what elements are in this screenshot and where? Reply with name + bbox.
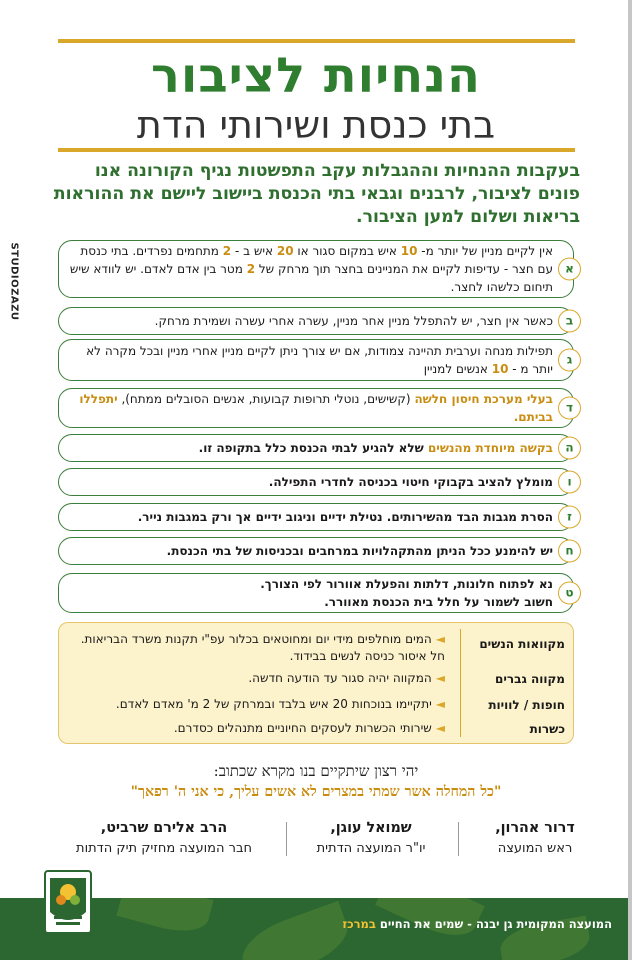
item-text-part: מטר בין אדם לאדם. יש לוודא שיש תיחום כלשהו לחצר. bbox=[69, 262, 553, 294]
item-letter-badge: ח bbox=[558, 540, 581, 563]
item-letter-badge: ט bbox=[558, 582, 581, 605]
item-text-line: חשוב לשמור על חלל בית הכנסת מאוורר. bbox=[324, 595, 553, 609]
info-row-label: חופות / לוויות bbox=[488, 698, 565, 712]
page-edge bbox=[628, 0, 632, 960]
services-info-box bbox=[58, 622, 574, 744]
item-text-part: (קשישים, נוטלי תרופות קבועות, אנשים הסובלים ממתח), bbox=[117, 392, 415, 406]
item-letter-badge: ז bbox=[558, 506, 581, 529]
signer-name: הרב אלירם שרביט, bbox=[100, 820, 228, 836]
page-title: הנחיות לציבור bbox=[151, 48, 481, 104]
guideline-item bbox=[58, 434, 574, 462]
info-row-text bbox=[75, 631, 445, 665]
item-number: 10 bbox=[400, 244, 418, 258]
item-letter-badge: ד bbox=[558, 397, 581, 420]
item-text-part: אין לקיים מניין של יותר מ- bbox=[417, 244, 553, 258]
title-divider bbox=[58, 148, 575, 152]
item-text: הסרת מגבות הבד מהשירותים. נטילת ידיים וניגוב ידיים אך ורק במגבות נייר. bbox=[137, 510, 553, 524]
info-row-text bbox=[75, 670, 445, 687]
item-highlight: בעלי מערכת חיסון חלשה bbox=[414, 392, 553, 406]
footer-org: המועצה המקומית גן יבנה bbox=[475, 917, 612, 931]
footer-text bbox=[343, 917, 612, 931]
signer-role: חבר המועצה מחזיק תיק הדתות bbox=[76, 841, 252, 856]
signer-name: שמואל עוגן, bbox=[330, 820, 412, 836]
intro-paragraph: בעקבות ההנחיות וההגבלות עקב התפשטות נגיף הקורונה אנו פונים לציבור, לרבנים וגבאי בתי הכנסת ביישוב ליישם את ההוראות בריאות ושלום למען הציבור. bbox=[53, 161, 580, 227]
item-text bbox=[67, 575, 553, 611]
item-number: 20 bbox=[276, 244, 294, 258]
footer-dash: - bbox=[463, 917, 476, 931]
guideline-item bbox=[58, 240, 574, 298]
arrow-icon: ◄ bbox=[435, 697, 445, 711]
top-divider bbox=[58, 39, 575, 43]
council-logo bbox=[44, 870, 92, 934]
signature-divider bbox=[458, 822, 459, 856]
guideline-item bbox=[58, 468, 574, 496]
item-letter-badge: ו bbox=[558, 471, 581, 494]
item-letter-badge: א bbox=[558, 258, 581, 281]
arrow-icon: ◄ bbox=[435, 632, 445, 646]
guideline-item bbox=[58, 503, 574, 531]
item-text-line: נא לפתוח חלונות, דלתות והפעלת אוורור לפי הצורך. bbox=[260, 577, 553, 591]
council-emblem-icon bbox=[46, 872, 90, 932]
signature-block bbox=[286, 820, 456, 856]
item-text bbox=[67, 390, 553, 426]
guideline-item bbox=[58, 573, 574, 613]
arrow-icon: ◄ bbox=[435, 671, 445, 685]
item-text-part: איש במקום סגור או bbox=[293, 244, 401, 258]
footer-slogan-highlight: במרכז bbox=[342, 917, 376, 931]
info-row-label: מקווה גברים bbox=[495, 672, 565, 686]
item-highlight: יתפללו בביתם. bbox=[79, 392, 553, 424]
info-row-value: שירותי הכשרות לעסקים החיוניים מתנהלים כסדרם. bbox=[173, 721, 432, 735]
footer-bar bbox=[0, 898, 628, 960]
signature-divider bbox=[286, 822, 287, 856]
item-letter-badge: ג bbox=[558, 349, 581, 372]
blessing-verse: "כל המחלה אשר שמתי במצרים לא אשים עליך, כי אני ה' רפאך" bbox=[130, 784, 502, 800]
signer-name: דרור אהרון, bbox=[495, 820, 575, 836]
footer-slogan: שמים את החיים bbox=[375, 917, 464, 931]
signer-role: ראש המועצה bbox=[497, 841, 573, 856]
item-letter-badge: ה bbox=[558, 437, 581, 460]
item-number: 10 bbox=[491, 362, 509, 376]
signature-block bbox=[460, 820, 610, 856]
studio-credit bbox=[2, 240, 26, 330]
info-box-divider bbox=[460, 629, 462, 737]
blessing-intro: יהי רצון שיתקיים בנו מקרא שכתוב: bbox=[213, 762, 419, 780]
item-number: 2 bbox=[246, 262, 256, 276]
item-text-part: איש ב - bbox=[231, 244, 277, 258]
guideline-item bbox=[58, 388, 574, 428]
item-letter-badge: ב bbox=[558, 310, 581, 333]
info-row-label: מקוואות הנשים bbox=[479, 637, 565, 651]
item-highlight: בקשה מיוחדת מהנשים bbox=[427, 441, 553, 455]
item-text-part: מתחמים נפרדים. בתי כנסת עם חצר - עדיפות לקיים את המניינים בחצר תוך מרחק של bbox=[80, 244, 553, 276]
item-text bbox=[67, 342, 553, 378]
item-number: 2 bbox=[222, 244, 232, 258]
guideline-item bbox=[58, 307, 574, 335]
info-row-text bbox=[75, 696, 445, 713]
info-row-value: המקווה יהיה סגור עד הודעה חדשה. bbox=[248, 671, 432, 685]
info-row-value: יתקיימו בנוכחות 20 איש בלבד ובמרחק של 2 מ' מאדם לאדם. bbox=[115, 697, 432, 711]
item-text bbox=[67, 242, 553, 296]
studio-credit-text: STUDIOZAZU bbox=[8, 242, 20, 321]
guideline-item bbox=[58, 537, 574, 565]
item-text-part: שלא להגיע לבתי הכנסת כלל בתקופה זו. bbox=[198, 441, 428, 455]
info-row-text bbox=[75, 720, 445, 737]
signature-block bbox=[48, 820, 280, 856]
item-text bbox=[67, 439, 553, 457]
page-subtitle: בתי כנסת ושירותי הדת bbox=[136, 103, 496, 147]
footer-leaf-pattern bbox=[116, 898, 213, 939]
item-text-part: אנשים למניין bbox=[423, 362, 492, 376]
footer-leaf-pattern bbox=[235, 901, 355, 960]
info-row-label: כשרות bbox=[529, 722, 565, 736]
item-text: מומלץ להציב בקבוקי חיטוי בכניסה לחדרי התפילה. bbox=[268, 475, 553, 489]
signer-role: יו"ר המועצה הדתית bbox=[316, 841, 426, 856]
info-row-value: המים מוחלפים מידי יום ומחוטאים בכלור עפ"י תקנות משרד הבריאות. חל איסור כניסה לנשים בבידוד. bbox=[80, 632, 445, 663]
guideline-item bbox=[58, 339, 574, 381]
item-text: כאשר אין חצר, יש להתפלל מניין אחר מניין, עשרה אחרי עשרה ושמירת מרחק. bbox=[154, 314, 553, 328]
item-text-part: תפילות מנחה וערבית תהיינה צמודות, אם יש צורך ניתן לקיים מניין אחרי מניין ובכל מקרה לא יותר מ - bbox=[86, 344, 553, 376]
arrow-icon: ◄ bbox=[435, 721, 445, 735]
item-text: יש להימנע ככל הניתן מהתקהלויות במרחבים ובכניסות של בתי הכנסת. bbox=[166, 544, 553, 558]
